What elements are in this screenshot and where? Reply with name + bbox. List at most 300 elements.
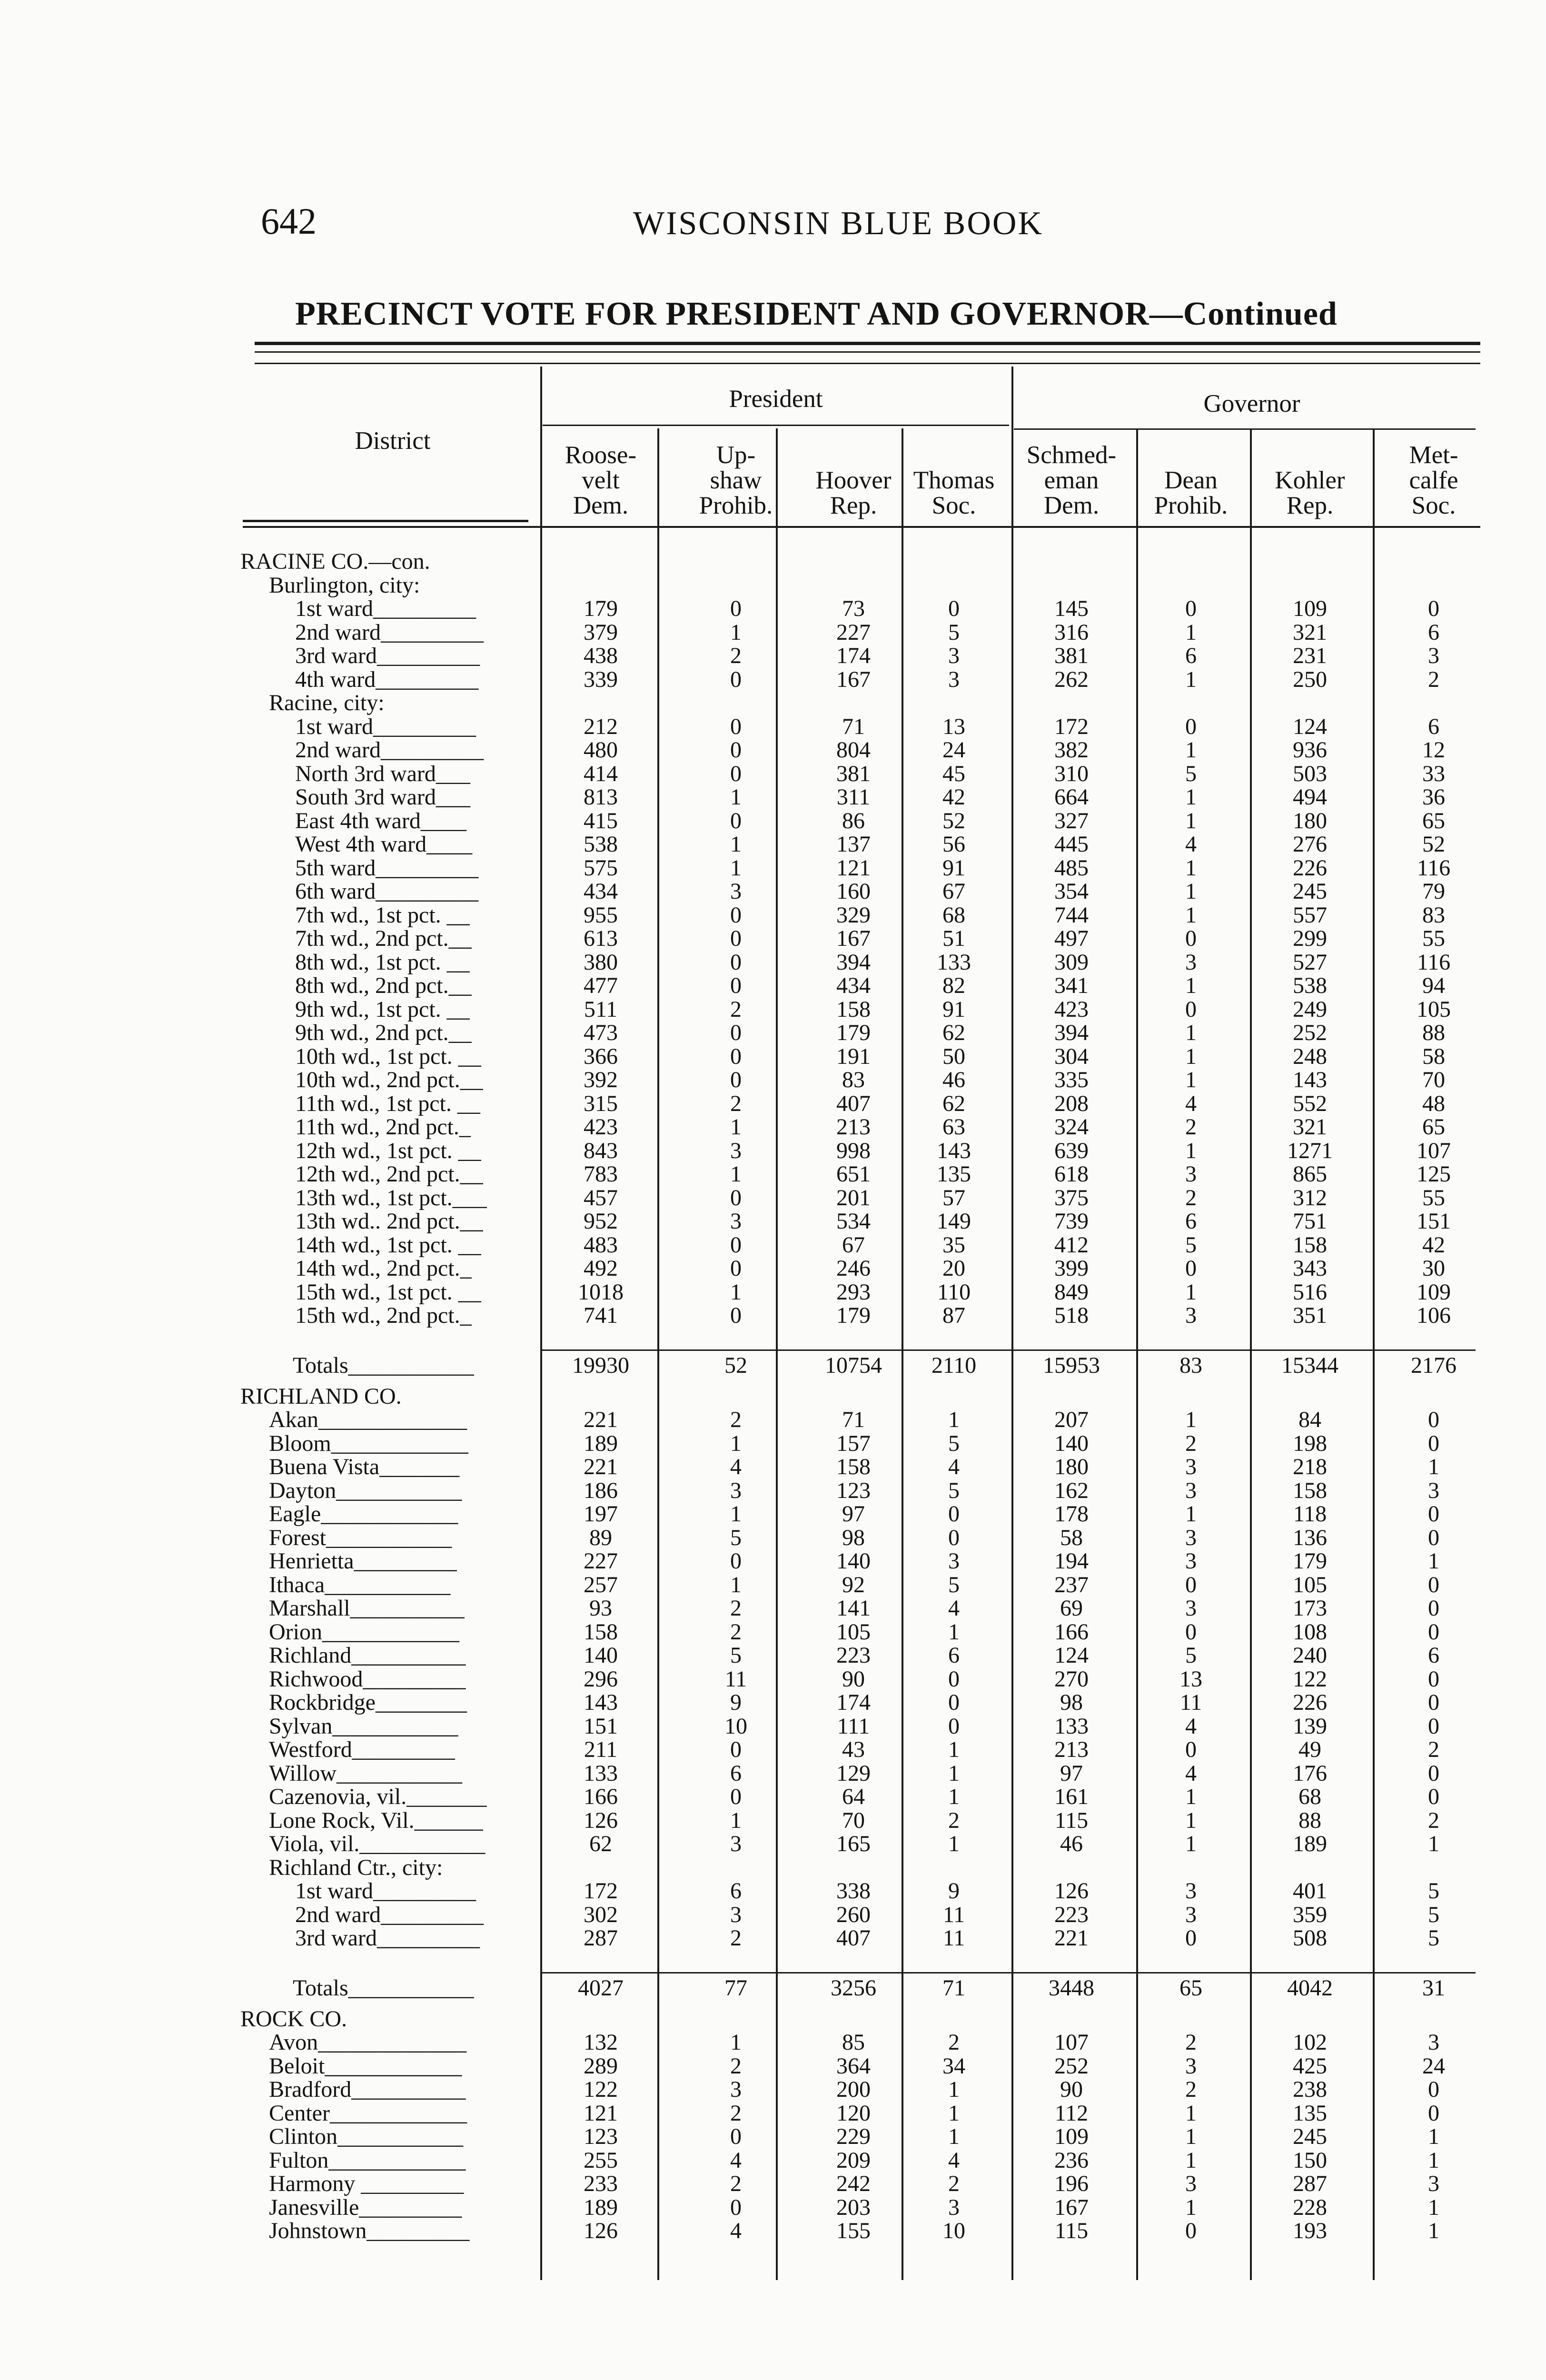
cell-value: 34 [942,2053,965,2079]
cell-value: 538 [584,832,618,857]
row-label: Johnstown_________ [269,2218,470,2243]
cell-value: 11 [942,1902,965,1927]
cell-value: 65 [1422,808,1445,833]
cell-value: 2 [730,1407,742,1432]
cell-value: 3 [1185,1161,1197,1187]
cell-value: 178 [1054,1501,1089,1527]
row-label: Eagle____________ [269,1501,458,1527]
row-label: Henrietta_________ [269,1548,457,1574]
cell-value: 42 [942,784,965,810]
cell-value: 6 [1185,643,1197,668]
cell-value: 575 [584,855,618,881]
cell-value: 162 [1054,1478,1089,1503]
section-heading [240,574,1478,597]
table-row [240,1455,1478,1479]
cell-value: 193 [1293,2218,1327,2243]
cell-value: 438 [584,643,618,668]
cell-value: 1 [1185,973,1197,998]
cell-value: 87 [942,1303,965,1328]
cell-value: 3 [730,1902,742,1927]
cell-value: 3 [1185,1902,1197,1927]
cell-value: 88 [1298,1807,1321,1833]
cell-value: 122 [1293,1666,1327,1692]
cell-value: 2 [1185,2030,1197,2055]
cell-value: 2110 [931,1352,977,1378]
cell-value: 351 [1293,1303,1327,1328]
cell-value: 6 [1185,1209,1197,1234]
cell-value: 64 [842,1784,865,1809]
cell-value: 375 [1054,1185,1089,1210]
cell-value: 158 [836,1454,871,1479]
row-label: 6th ward_________ [295,879,479,904]
cell-value: 0 [730,949,742,975]
row-label: Viola, vil.___________ [269,1831,486,1856]
row-label: 12th wd., 1st pct. __ [295,1138,481,1163]
cell-value: 157 [836,1430,871,1456]
cell-value: 311 [836,784,871,810]
cell-value: 0 [1428,1430,1439,1456]
cell-value: 2 [730,2171,742,2196]
cell-value: 237 [1054,1572,1089,1597]
cell-value: 364 [836,2053,871,2079]
row-label: 14th wd., 2nd pct._ [295,1256,472,1281]
cell-value: 196 [1054,2171,1089,2196]
cell-value: 0 [730,737,742,763]
cell-value: 129 [836,1760,871,1786]
cell-value: 136 [1293,1525,1327,1550]
cell-value: 3 [730,1209,742,1234]
table-row [240,738,1478,762]
cell-value: 312 [1293,1185,1327,1210]
cell-value: 527 [1293,949,1327,975]
cell-value: 366 [584,1043,618,1069]
cell-value: 58 [1422,1043,1445,1069]
cell-value: 2 [730,996,742,1022]
cell-value: 69 [1060,1596,1083,1621]
cell-value: 955 [584,902,618,928]
table-row [240,1526,1478,1550]
cell-value: 0 [1185,1925,1197,1951]
cell-value: 552 [1293,1091,1327,1116]
column-header-line: Kohler [1275,466,1345,494]
table-row [240,1715,1478,1738]
cell-value: 1 [730,1161,742,1187]
cell-value: 339 [584,666,618,692]
cell-value: 2 [1185,1114,1197,1140]
cell-value: 310 [1054,761,1089,786]
cell-value: 3 [1185,1548,1197,1574]
cell-value: 0 [730,596,742,621]
cell-value: 20 [942,1256,965,1281]
column-header-line: shaw [710,466,762,494]
cell-value: 380 [584,949,618,975]
cell-value: 97 [1060,1760,1083,1786]
cell-value: 109 [1293,596,1327,621]
cell-value: 68 [1298,1784,1321,1809]
cell-value: 62 [942,1091,965,1116]
cell-value: 166 [1054,1619,1089,1645]
row-label: RICHLAND CO. [240,1383,402,1409]
cell-value: 93 [589,1596,612,1621]
cell-value: 149 [937,1209,971,1234]
column-header-5 [1124,443,1258,518]
cell-value: 0 [1428,2100,1439,2126]
column-header-line: velt [582,466,620,494]
header-bottom-rule [243,526,1480,528]
cell-value: 2176 [1411,1352,1457,1378]
cell-value: 457 [584,1185,618,1210]
cell-value: 13 [942,714,965,739]
cell-value: 407 [836,1091,871,1116]
cell-value: 1 [730,832,742,857]
cell-value: 3 [948,2194,960,2220]
cell-value: 1 [1185,1831,1197,1856]
table-row [240,715,1478,739]
cell-value: 221 [584,1454,618,1479]
cell-value: 741 [584,1303,618,1328]
cell-value: 11 [1179,1690,1202,1715]
cell-value: 2 [1428,666,1439,692]
cell-value: 335 [1054,1067,1089,1092]
cell-value: 174 [836,1690,871,1715]
table-row [240,2031,1478,2054]
row-label: RACINE CO.—con. [240,549,430,574]
cell-value: 0 [730,666,742,692]
cell-value: 739 [1054,1209,1089,1234]
cell-value: 49 [1298,1737,1321,1762]
cell-value: 434 [836,973,871,998]
cell-value: 4 [1185,832,1197,857]
cell-value: 165 [836,1831,871,1856]
cell-value: 0 [730,2194,742,2220]
cell-value: 4 [730,1454,742,1479]
cell-value: 233 [584,2171,618,2196]
section-heading [240,1856,1478,1880]
column-header-7 [1367,443,1500,518]
row-label: 11th wd., 2nd pct._ [295,1114,471,1140]
cell-value: 865 [1293,1161,1327,1187]
cell-value: 24 [942,737,965,763]
cell-value: 3 [1185,1478,1197,1503]
row-label: 14th wd., 1st pct. __ [295,1232,481,1258]
cell-value: 1 [1185,879,1197,904]
cell-value: 1 [948,2124,960,2149]
cell-value: 3 [1185,2171,1197,2196]
column-header-line: Dean [1164,466,1218,494]
row-label: Buena Vista_______ [269,1454,460,1479]
cell-value: 89 [589,1525,612,1550]
header-top-rule [255,363,1480,364]
totals-rule [540,1972,1476,1973]
cell-value: 172 [1054,714,1089,739]
cell-value: 338 [836,1878,871,1904]
cell-value: 252 [1054,2053,1089,2079]
cell-value: 5 [1428,1902,1439,1927]
cell-value: 1 [1185,737,1197,763]
cell-value: 115 [1054,1807,1089,1833]
column-header-line: Dem. [573,492,629,519]
table-row [240,2102,1478,2125]
table-row [240,762,1478,786]
cell-value: 70 [1422,1067,1445,1092]
cell-value: 126 [584,1807,618,1833]
cell-value: 0 [948,596,960,621]
cell-value: 133 [1054,1713,1089,1739]
table-row [240,1762,1478,1785]
cell-value: 0 [1185,1737,1197,1762]
cell-value: 3 [1185,1596,1197,1621]
table-row [240,903,1478,927]
totals-rule [540,1349,1476,1351]
cell-value: 121 [584,2100,618,2126]
cell-value: 516 [1293,1279,1327,1305]
cell-value: 0 [1185,714,1197,739]
cell-value: 213 [1054,1737,1089,1762]
cell-value: 0 [1428,1619,1439,1645]
cell-value: 71 [842,1407,865,1432]
cell-value: 751 [1293,1209,1327,1234]
row-label: 9th wd., 1st pct. __ [295,996,470,1022]
cell-value: 13 [1179,1666,1202,1692]
cell-value: 324 [1054,1114,1089,1140]
cell-value: 35 [942,1232,965,1258]
row-label: Rockbridge________ [269,1690,467,1715]
cell-value: 651 [836,1161,871,1187]
row-label: 7th wd., 1st pct. __ [295,902,470,928]
cell-value: 245 [1293,879,1327,904]
table-row [240,880,1478,903]
table-row [240,2054,1478,2078]
vote-table [240,550,1478,2243]
cell-value: 0 [1185,926,1197,951]
row-label: 3rd ward_________ [295,643,480,668]
cell-value: 221 [1054,1925,1089,1951]
cell-value: 1 [1428,1454,1439,1479]
row-label: Orion____________ [269,1619,459,1645]
cell-value: 1 [1428,2124,1439,2149]
cell-value: 31 [1422,1975,1445,2001]
table-row [240,1280,1478,1304]
cell-value: 5 [1185,1232,1197,1258]
cell-value: 445 [1054,832,1089,857]
row-label: 11th wd., 1st pct. __ [295,1091,480,1116]
cell-value: 618 [1054,1161,1089,1187]
cell-value: 180 [1293,808,1327,833]
cell-value: 189 [584,1430,618,1456]
cell-value: 105 [1293,1572,1327,1597]
cell-value: 1 [1185,1807,1197,1833]
table-row [240,1785,1478,1809]
table-row [240,1068,1478,1092]
cell-value: 52 [1422,832,1445,857]
cell-value: 10 [942,2218,965,2243]
cell-value: 141 [836,1596,871,1621]
cell-value: 1 [1185,855,1197,881]
cell-value: 5 [1185,1643,1197,1668]
cell-value: 0 [730,1043,742,1069]
cell-value: 2 [730,1596,742,1621]
cell-value: 0 [1428,1784,1439,1809]
cell-value: 83 [1422,902,1445,928]
cell-value: 6 [1428,1643,1439,1668]
cell-value: 107 [1417,1138,1451,1163]
cell-value: 67 [942,879,965,904]
cell-value: 105 [1417,996,1451,1022]
cell-value: 1 [1428,1831,1439,1856]
section-heading [240,691,1478,715]
cell-value: 160 [836,879,871,904]
cell-value: 381 [1054,643,1089,668]
title-rule-thick [255,342,1480,345]
cell-value: 0 [730,2124,742,2149]
column-header-6 [1243,443,1377,518]
table-row [240,1597,1478,1620]
cell-value: 0 [730,1067,742,1092]
table-row [240,1021,1478,1045]
cell-value: 155 [836,2218,871,2243]
cell-value: 226 [1293,1690,1327,1715]
cell-value: 0 [1185,596,1197,621]
cell-value: 255 [584,2147,618,2173]
column-header-line: Soc. [1411,492,1456,519]
row-label: Beloit____________ [269,2053,462,2079]
cell-value: 229 [836,2124,871,2149]
cell-value: 11 [724,1666,747,1692]
table-row [240,1644,1478,1667]
table-title: PRECINCT VOTE FOR PRESIDENT AND GOVERNOR—Continued [295,296,1338,332]
cell-value: 302 [584,1902,618,1927]
cell-value: 145 [1054,596,1089,621]
row-label: East 4th ward____ [295,808,466,833]
cell-value: 6 [948,1643,960,1668]
cell-value: 293 [836,1279,871,1305]
cell-value: 1 [1185,1407,1197,1432]
cell-value: 394 [836,949,871,975]
cell-value: 1 [1185,1279,1197,1305]
cell-value: 1 [1185,1020,1197,1045]
table-row [240,1233,1478,1257]
cell-value: 6 [1428,714,1439,739]
district-header-rule [243,520,528,522]
table-row [240,927,1478,951]
cell-value: 3 [1185,949,1197,975]
cell-value: 191 [836,1043,871,1069]
cell-value: 299 [1293,926,1327,951]
cell-value: 1 [948,1760,960,1786]
cell-value: 423 [1054,996,1089,1022]
cell-value: 55 [1422,926,1445,951]
cell-value: 382 [1054,737,1089,763]
cell-value: 248 [1293,1043,1327,1069]
cell-value: 0 [1185,996,1197,1022]
cell-value: 5 [948,1478,960,1503]
cell-value: 97 [842,1501,865,1527]
cell-value: 2 [1185,1185,1197,1210]
cell-value: 0 [730,1185,742,1210]
cell-value: 98 [1060,1690,1083,1715]
cell-value: 1 [1185,1784,1197,1809]
row-label: Marshall__________ [269,1596,465,1621]
cell-value: 167 [836,926,871,951]
title-rule-thin [255,351,1480,353]
row-label: 2nd ward_________ [295,1902,484,1927]
cell-value: 2 [1428,1737,1439,1762]
cell-value: 1 [1428,2218,1439,2243]
cell-value: 0 [948,1501,960,1527]
cell-value: 6 [730,1878,742,1904]
cell-value: 321 [1293,1114,1327,1140]
cell-value: 1 [1185,1501,1197,1527]
cell-value: 4 [730,2218,742,2243]
cell-value: 494 [1293,784,1327,810]
cell-value: 98 [842,1525,865,1550]
row-label: Dayton___________ [269,1478,462,1503]
table-row [240,1210,1478,1233]
cell-value: 227 [836,619,871,645]
cell-value: 4 [1185,1713,1197,1739]
cell-value: 110 [937,1279,971,1305]
cell-value: 151 [584,1713,618,1739]
cell-value: 82 [942,973,965,998]
row-label: Burlington, city: [269,572,420,598]
cell-value: 0 [730,761,742,786]
governor-group-header: Governor [1203,390,1300,417]
cell-value: 140 [584,1643,618,1668]
cell-value: 111 [837,1713,870,1739]
cell-value: 109 [1054,2124,1089,2149]
row-label: 4th ward_________ [295,666,479,692]
cell-value: 289 [584,2053,618,2079]
cell-value: 249 [1293,996,1327,1022]
cell-value: 0 [730,714,742,739]
cell-value: 1 [730,1279,742,1305]
table-row [240,1573,1478,1597]
cell-value: 0 [730,1232,742,1258]
cell-value: 242 [836,2171,871,2196]
column-header-line: Dem. [1043,492,1100,519]
row-label: 2nd ward_________ [295,737,484,763]
cell-value: 503 [1293,761,1327,786]
cell-value: 112 [1054,2100,1089,2126]
row-label: Totals___________ [293,1975,474,2001]
cell-value: 48 [1422,1091,1445,1116]
cell-value: 3448 [1049,1975,1094,2001]
row-label: West 4th ward____ [295,832,473,857]
row-label: 15th wd., 2nd pct._ [295,1303,472,1328]
row-label: 12th wd., 2nd pct.__ [295,1161,483,1187]
cell-value: 46 [942,1067,965,1092]
cell-value: 538 [1293,973,1327,998]
cell-value: 415 [584,808,618,833]
column-header-1 [669,443,803,518]
cell-value: 257 [584,1572,618,1597]
cell-value: 1 [730,1430,742,1456]
row-label: Racine, city: [269,690,385,715]
cell-value: 116 [1417,949,1451,975]
cell-value: 309 [1054,949,1089,975]
cell-value: 176 [1293,1760,1327,1786]
cell-value: 0 [1428,1713,1439,1739]
table-row [240,785,1478,809]
cell-value: 71 [842,714,865,739]
cell-value: 137 [836,832,871,857]
cell-value: 4042 [1287,1975,1333,2001]
cell-value: 10 [724,1713,747,1739]
table-row [240,1620,1478,1644]
cell-value: 4 [730,2147,742,2173]
table-row [240,951,1478,974]
cell-value: 0 [730,902,742,928]
